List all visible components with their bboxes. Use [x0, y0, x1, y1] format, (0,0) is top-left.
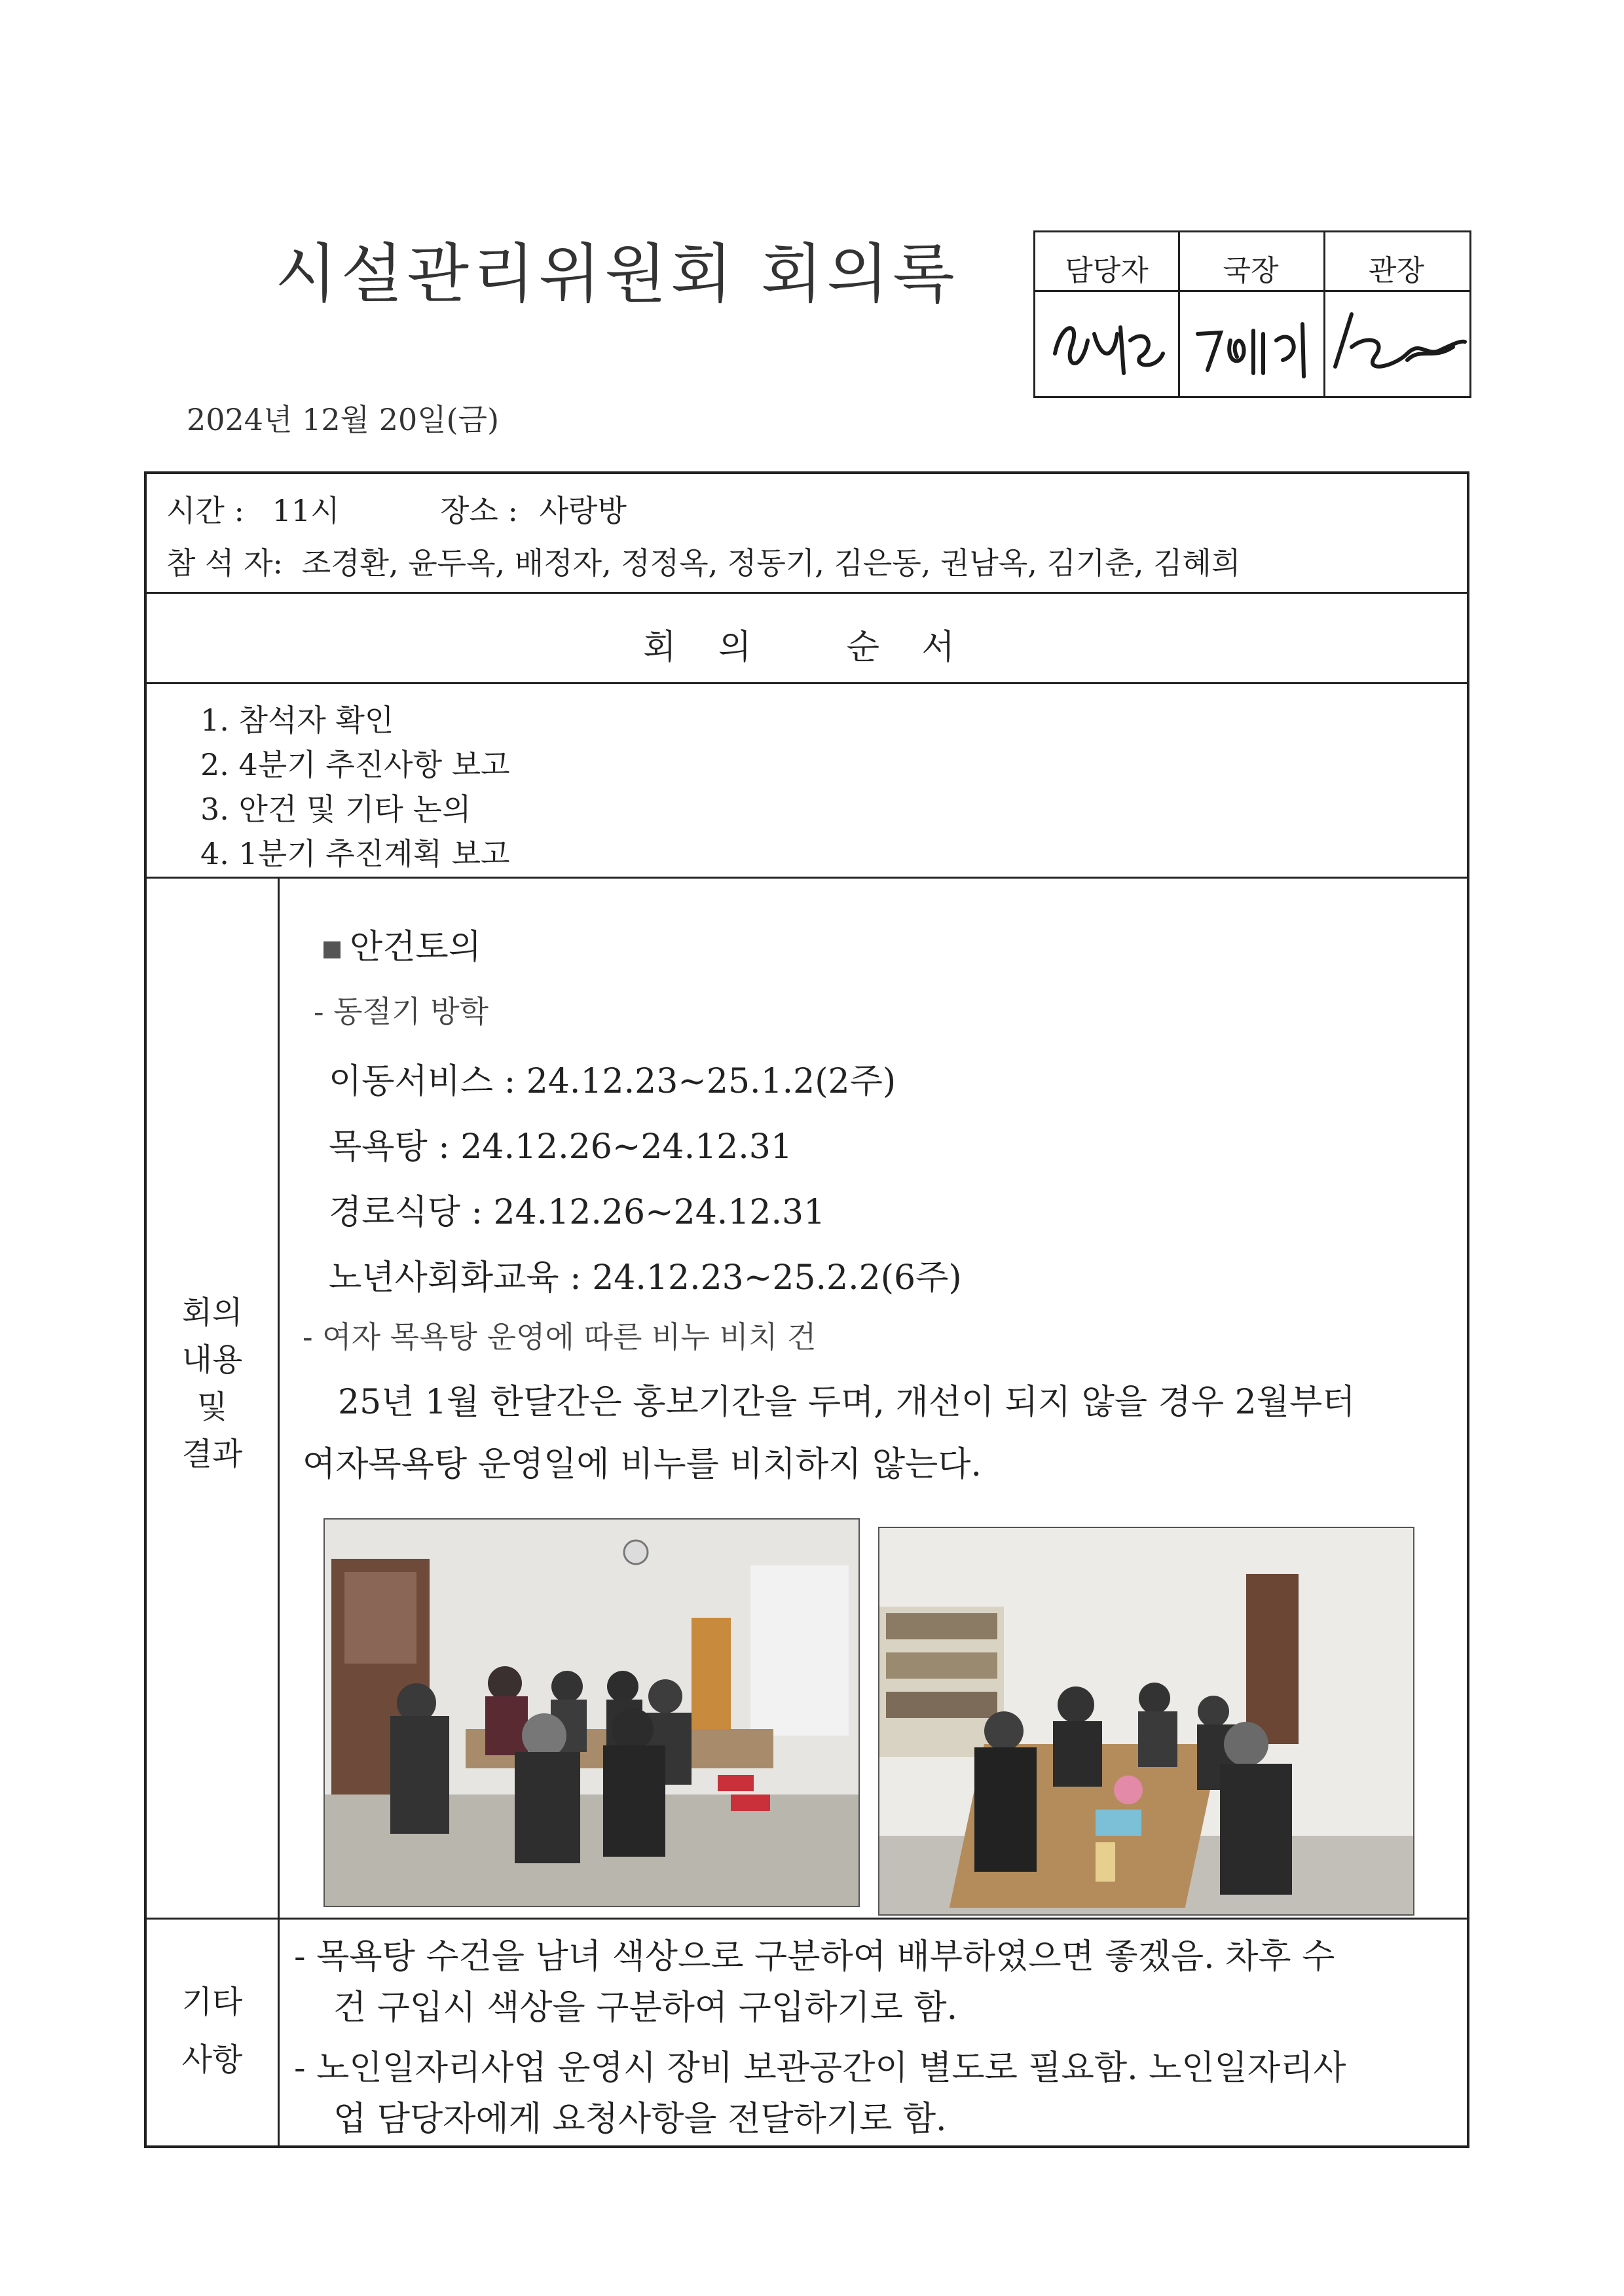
subheading-soap: - 여자 목욕탕 운영에 따른 비누 비치 건 — [303, 1319, 817, 1355]
time-label: 시간 : — [166, 493, 244, 528]
approval-header-director: 국장 — [1223, 254, 1279, 287]
etc-line: - 노인일자리사업 운영시 장비 보관공간이 별도로 필요함. 노인일자리사 — [294, 2049, 1346, 2088]
approval-header-manager: 담당자 — [1065, 254, 1149, 287]
meeting-photo-left — [323, 1518, 860, 1907]
place-label: 장소 : — [440, 493, 518, 528]
etc-line: - 목욕탕 수건을 남녀 색상으로 구분하여 배부하였으면 좋겠음. 차후 수 — [294, 1937, 1335, 1977]
agenda-item: 2. 4분기 추진사항 보고 — [200, 747, 510, 782]
agenda-item: 4. 1분기 추진계획 보고 — [200, 836, 510, 871]
attendees-label: 참 석 자: — [166, 545, 284, 581]
minutes-table — [144, 471, 1469, 2148]
approval-box — [1033, 230, 1471, 398]
document-title: 시설관리위원회 회의록 — [275, 237, 959, 312]
signature-director — [1185, 295, 1322, 393]
etc-side-label: 기타 사항 — [181, 1984, 243, 2078]
schedule-line: 노년사회화교육 : 24.12.23~25.2.2(6주) — [329, 1258, 962, 1298]
time-value: 11시 — [272, 493, 340, 528]
approval-header-chief: 관장 — [1368, 254, 1424, 287]
schedule-line: 이동서비스 : 24.12.23~25.1.2(2주) — [329, 1062, 896, 1101]
agenda-heading: 회 의 순 서 — [643, 628, 970, 667]
meeting-date: 2024년 12월 20일(금) — [187, 402, 500, 437]
signature-chief — [1329, 295, 1467, 393]
signature-manager — [1042, 295, 1173, 393]
soap-decision-line: 여자목욕탕 운영일에 비누를 비치하지 않는다. — [303, 1445, 982, 1484]
schedule-line: 목욕탕 : 24.12.26~24.12.31 — [329, 1127, 792, 1167]
square-bullet-icon — [323, 941, 341, 958]
meeting-photo-right — [878, 1527, 1414, 1916]
subheading-winter-break: - 동절기 방학 — [314, 994, 489, 1029]
content-side-label: 회의 내용 및 결과 — [181, 1294, 243, 1472]
etc-line: 업 담당자에게 요청사항을 전달하기로 함. — [333, 2100, 947, 2139]
attendees-list: 조경환, 윤두옥, 배정자, 정정옥, 정동기, 김은동, 권남옥, 김기춘, 김혜희 — [301, 545, 1241, 581]
place-value: 사랑방 — [539, 493, 627, 528]
etc-line: 건 구입시 색상을 구분하여 구입하기로 함. — [333, 1988, 958, 2028]
agenda-item: 1. 참석자 확인 — [200, 702, 394, 738]
section-title: 안건토의 — [323, 919, 481, 968]
schedule-line: 경로식당 : 24.12.26~24.12.31 — [329, 1193, 826, 1232]
soap-decision-line: 25년 1월 한달간은 홍보기간을 두며, 개선이 되지 않을 경우 2월부터 — [338, 1383, 1356, 1422]
agenda-item: 3. 안건 및 기타 논의 — [200, 792, 471, 827]
